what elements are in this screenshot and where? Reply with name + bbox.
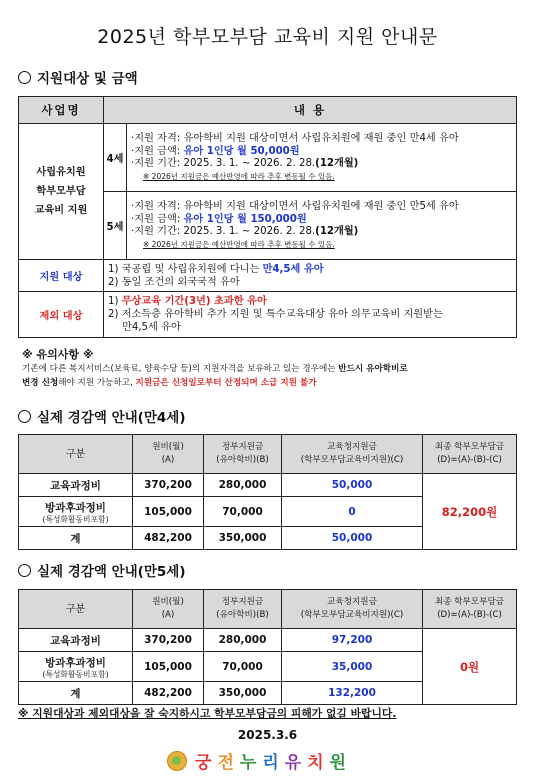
section-heading-text: 지원대상 및 금액 (37, 71, 138, 87)
logo-char: 누 (239, 753, 263, 773)
target-line1 (108, 263, 512, 276)
section-heading-text: 실제 경감액 안내(만4세) (37, 410, 186, 426)
target-line1-text: 1) 국공립 및 사립유치원에 다니는 (108, 263, 263, 275)
exclude-line1-red: 무상교육 기간(3년) 초과한 유아 (121, 296, 267, 307)
cell-fee: 370,200 (133, 629, 204, 652)
cell-office: 97,200 (282, 629, 423, 652)
row-label-main: 방과후과정비 (45, 656, 106, 669)
exclude-line1-num: 1) (108, 296, 122, 307)
notice-line2-a: 변경 신청 (22, 378, 59, 388)
program-name-line: 학부모부담 (36, 186, 86, 197)
exclude-detail (104, 292, 517, 338)
kindergarten-logo (167, 748, 352, 773)
age5-qualification: ·지원 자격: 유아학비 지원 대상이면서 사립유치원에 재원 중인 만5세 유아 (131, 201, 459, 213)
cell-gov: 350,000 (204, 527, 282, 550)
notice-line1-b: 반드시 유아학비로 (338, 364, 408, 374)
age5-period-text: ·지원 기간: 2025. 3. 1. ~ 2026. 2. 28. (131, 226, 316, 238)
header-fee-line: 원비(월) (152, 597, 184, 607)
header-category: 구분 (19, 435, 133, 474)
cell-gov: 350,000 (204, 682, 282, 705)
row-label-main: 방과후과정비 (45, 501, 106, 514)
age5-amount-prefix: ·지원 금액: (131, 213, 184, 225)
age-4-label: 4세 (104, 124, 127, 192)
header-fee (133, 435, 204, 474)
age4-amount (131, 146, 512, 159)
notice-line2 (22, 376, 517, 390)
logo-char: 리 (262, 753, 285, 773)
header-office-line: 교육청지원금 (327, 597, 377, 607)
age4-qualification: ·지원 자격: 유아학비 지원 대상이면서 사립유치원에 재원 중인 만4세 유아 (131, 133, 459, 145)
exclude-label: 제외 대상 (19, 292, 104, 338)
age4-amount-prefix: ·지원 금액: (131, 145, 184, 157)
row-label: 계 (19, 527, 133, 550)
kindergarten-name (195, 748, 352, 773)
header-office (282, 590, 423, 629)
cell-office: 50,000 (282, 527, 423, 550)
footnote: ※ 지원대상과 제외대상을 잘 숙지하시고 학부모부담금의 피해가 없길 바랍니다. (18, 707, 397, 720)
age-5-detail (127, 192, 517, 260)
program-name (19, 124, 104, 260)
age5-amount (131, 214, 512, 227)
cell-gov: 280,000 (204, 629, 282, 652)
section-heading-eligibility (18, 67, 138, 87)
age-4-detail (127, 124, 517, 192)
header-final-line: (D)=(A)-(B)-(C) (437, 610, 502, 620)
target-label: 지원 대상 (19, 260, 104, 292)
header-category: 구분 (19, 590, 133, 629)
header-gov (204, 435, 282, 474)
age4-amount-value: 유아 1인당 월 50,000원 (183, 145, 300, 157)
section-heading-age5 (18, 560, 186, 580)
header-gov-line: 정부지원금 (221, 597, 264, 607)
notice-line1 (22, 362, 517, 376)
row-label-sub: (특성화활동비포함) (42, 669, 109, 679)
cell-fee: 105,000 (133, 652, 204, 682)
cell-office: 132,200 (282, 682, 423, 705)
exclude-line1 (108, 295, 512, 308)
reduction-table-age4 (18, 434, 517, 550)
row-label: 교육과정비 (19, 474, 133, 497)
row-label: 교육과정비 (19, 629, 133, 652)
issue-date: 2025.3.6 (237, 728, 298, 742)
logo-char: 원 (329, 753, 353, 773)
notice-block (22, 348, 517, 390)
cell-office: 50,000 (282, 474, 423, 497)
cell-fee: 482,200 (133, 682, 204, 705)
notice-heading: ※ 유의사항 ※ (22, 348, 94, 361)
age-5-label: 5세 (104, 192, 127, 260)
cell-fee: 482,200 (133, 527, 204, 550)
logo-char: 궁 (195, 753, 218, 773)
header-final (423, 590, 517, 629)
section-heading-age4 (18, 406, 186, 426)
header-fee-line: (A) (161, 610, 175, 620)
reduction-table-age5 (18, 589, 517, 705)
cell-office: 0 (282, 497, 423, 527)
header-gov (204, 590, 282, 629)
header-office (282, 435, 423, 474)
cell-final: 0원 (423, 629, 517, 705)
header-final (423, 435, 517, 474)
cell-office: 35,000 (282, 652, 423, 682)
header-gov-line: (유아학비)(B) (216, 610, 269, 620)
header-final-line: 최종 학부모부담금 (434, 597, 505, 607)
target-line2: 2) 동일 조건의 외국국적 유아 (108, 276, 240, 288)
col-content: 내 용 (104, 97, 517, 124)
header-office-line: 교육청지원금 (327, 442, 377, 452)
row-label (19, 652, 133, 682)
age5-amount-value: 유아 1인당 월 150,000원 (183, 213, 307, 225)
cell-gov: 70,000 (204, 652, 282, 682)
program-name-line: 사립유치원 (36, 167, 86, 178)
program-name-line: 교육비 지원 (34, 205, 88, 216)
logo-char: 치 (307, 753, 330, 773)
header-fee (133, 590, 204, 629)
notice-line2-b: 해야 지원 가능하고, (58, 378, 136, 388)
header-final-line: 최종 학부모부담금 (434, 442, 505, 452)
circle-bullet-icon (18, 410, 31, 423)
notice-line2-c: 지원금은 신청일로부터 산정되며 소급 지원 불가 (135, 378, 317, 388)
header-office-line: (학부모부담교육비지원)(C) (300, 455, 404, 465)
age5-period (131, 226, 512, 239)
header-gov-line: (유아학비)(B) (216, 455, 269, 465)
cell-fee: 370,200 (133, 474, 204, 497)
document-title: 2025년 학부모부담 교육비 지원 안내문 (97, 26, 438, 48)
cell-gov: 70,000 (204, 497, 282, 527)
header-fee-line: 원비(월) (152, 442, 184, 452)
cell-gov: 280,000 (204, 474, 282, 497)
kindergarten-emblem-icon (167, 751, 187, 771)
age4-note: ※ 2026년 지원금은 예산반영에 따라 추후 변동될 수 있음. (143, 171, 335, 181)
age5-note: ※ 2026년 지원금은 예산반영에 따라 추후 변동될 수 있음. (143, 239, 335, 249)
logo-char: 전 (217, 753, 240, 773)
header-final-line: (D)=(A)-(B)-(C) (437, 455, 502, 465)
age5-period-months: (12개월) (315, 226, 359, 238)
age4-period-text: ·지원 기간: 2025. 3. 1. ~ 2026. 2. 28. (131, 158, 316, 170)
cell-fee: 105,000 (133, 497, 204, 527)
header-fee-line: (A) (161, 455, 175, 465)
circle-bullet-icon (18, 564, 31, 577)
notice-line1-a: 기존에 다른 복지서비스(보육료, 양육수당 등)의 지원자격을 보유하고 있는 경우에는 (22, 364, 339, 374)
circle-bullet-icon (18, 71, 31, 84)
section-heading-text: 실제 경감액 안내(만5세) (37, 564, 186, 580)
target-detail (104, 260, 517, 292)
age4-period-months: (12개월) (315, 158, 359, 170)
row-label (19, 497, 133, 527)
exclude-line3: 만4,5세 유아 (122, 322, 181, 333)
logo-char: 유 (284, 753, 308, 773)
row-label-sub: (특성화활동비포함) (42, 514, 109, 524)
row-label: 계 (19, 682, 133, 705)
eligibility-table (18, 96, 517, 338)
header-office-line: (학부모부담교육비지원)(C) (300, 610, 404, 620)
age4-period (131, 158, 512, 171)
cell-final: 82,200원 (423, 474, 517, 550)
exclude-line2: 2) 저소득층 유아학비 추가 지원 및 특수교육대상 유아 의무교육비 지원받는 (108, 309, 443, 320)
col-program: 사업명 (19, 97, 104, 124)
header-gov-line: 정부지원금 (221, 442, 264, 452)
target-line1-bold: 만4,5세 유아 (262, 263, 324, 275)
